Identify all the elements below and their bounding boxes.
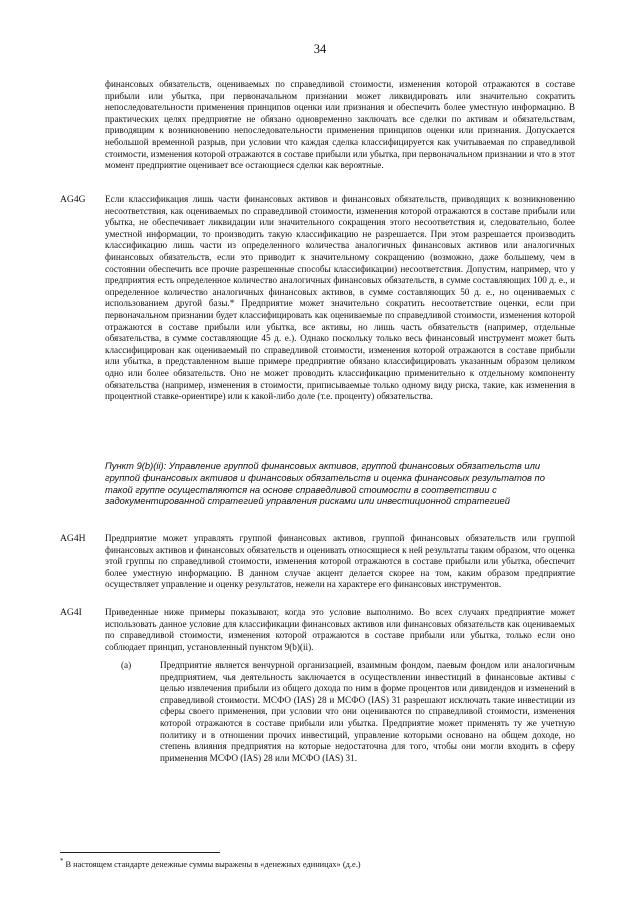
footnote-rule <box>60 852 220 853</box>
paragraph-id-ag4h: AG4H <box>60 533 86 544</box>
paragraph-ag4h: Предприятие может управлять группой финансовых активов, группой финансовых обязательств или группой финансовых активов и финансовых обязательств и оценивать относящиеся к ней результаты таким образом, что оценка этой группы по справедливой стоимости, изменения которой отражаются в составе прибыли или убытка, обеспечит более уместную информацию. В данном случае акцент делается скорее на том, каким образом предприятие осуществляет управление и оценку результатов, нежели на характере его финансовых инструментов. <box>105 533 575 590</box>
section-heading: Пункт 9(b)(ii): Управление группой финансовых активов, группой финансовых обязательств или группой финансовых активов и финансовых обязательств и оценка финансовых результатов по такой группе осуществляются на основе справедливой стоимости в соответствии с задокументированной стратегией управления рисками или инвестиционной стратегией <box>105 460 545 507</box>
footnote-marker: * <box>60 858 64 865</box>
paragraph-ag4g: Если классификация лишь части финансовых активов и финансовых обязательств, приводящих к возникновению несоответствия, как оцениваемых по справедливой стоимости, изменения которой отражаются в составе прибыли или убытка, не обеспечивает ликвидации или значительного сокращения этого несоответствия и, следовательно, более уместной информации, то производить такую классификацию не разрешается. При этом разрешается производить классификацию лишь части из определенного количества аналогичных финансовых активов или аналогичных финансовых обязательств, если это приводит к значительному сокращению (возможно, даже большему, чем в состоянии обеспечить все прочие разрешенные способы классификации) несоответствия. Допустим, например, что у предприятия есть определенное количество аналогичных финансовых обязательств, в сумме составляющих 100 д. е., и определенное количество аналогичных финансовых активов, в сумме составляющих 50 д. е., но оцениваемых с использованием другой базы.* Предприятие может значительно сократить несоответствие оценки, если при первоначальном признании будет классифицировать как оцениваемые по справедливой стоимости, изменения которой отражаются в составе прибыли или убытка, все активы, но лишь часть обязательств (например, отдельные обязательства, в сумме составляющие 45 д. е.). Однако поскольку только весь финансовый инструмент может быть классифицирован как оцениваемый по справедливой стоимости, изменения которой отражаются в составе прибыли или убытка, в представленном выше примере предприятие обязано классифицировать указанным образом целиком одно или более обязательств. Оно не может проводить классификацию применительно к отдельному компоненту обязательства (например, изменения в стоимости, приписываемые только одному виду риска, такие, как изменения в процентной ставке-ориентире) или к какой-либо доле (т.е. проценту) обязательства. <box>105 194 575 402</box>
intro-paragraph: финансовых обязательств, оцениваемых по справедливой стоимости, изменения которой отражаются в составе прибыли или убытка, при первоначальном признании может ликвидировать или значительно сократить непоследовательности применения принципов оценки или признания и обеспечить более уместную информацию. В практических целях предприятие не обязано одновременно заключать все сделки по активам и обязательствам, приводящим к возникновению непоследовательности применения принципов оценки или признания. Допускается небольшой временной разрыв, при условии что каждая сделка классифицируется как учитываемая по справедливой стоимости, изменения которой отражаются в составе прибыли или убытка, при первоначальном признании и что в этот момент предприятие оценивает все остающиеся сделки как вероятные. <box>105 79 575 171</box>
page-number: 34 <box>313 42 327 56</box>
paragraph-ag4i: Приведенные ниже примеры показывают, когда это условие выполнимо. Во всех случаях предприятие может использовать данное условие для классификации финансовых активов или финансовых обязательств как оцениваемых по справедливой стоимости, изменения которой отражаются в составе прибыли или убытка, только если оно соблюдает принцип, установленный пунктом 9(b)(ii). <box>105 607 575 652</box>
footnote-text: В настоящем стандарте денежные суммы выражены в «денежных единицах» (д.е.) <box>65 859 361 869</box>
paragraph-id-ag4g: AG4G <box>60 194 86 205</box>
footnote <box>60 856 580 870</box>
paragraph-id-ag4i: AG4I <box>60 607 82 618</box>
list-item-label-a: (a) <box>121 660 132 670</box>
list-item-a: Предприятие является венчурной организацией, взаимным фондом, паевым фондом или аналогичным предприятием, чья деятельность заключается в осуществлении инвестиций в финансовые активы с целью извлечения прибыли из общего дохода по ним в форме процентов или дивидендов и изменений в справедливой стоимости. МСФО (IAS) 28 и МСФО (IAS) 31 разрешают исключать такие инвестиции из сферы своего применения, при условии что они оцениваются по справедливой стоимости, изменения которой отражаются в составе прибыли или убытка. Предприятие может применять ту же учетную политику и в отношении прочих инвестиций, управление которыми основано на общем доходе, но степень влияния предприятия на которые недостаточна для того, чтобы они могли входить в сферу применения МСФО (IAS) 28 или МСФО (IAS) 31. <box>160 660 575 763</box>
